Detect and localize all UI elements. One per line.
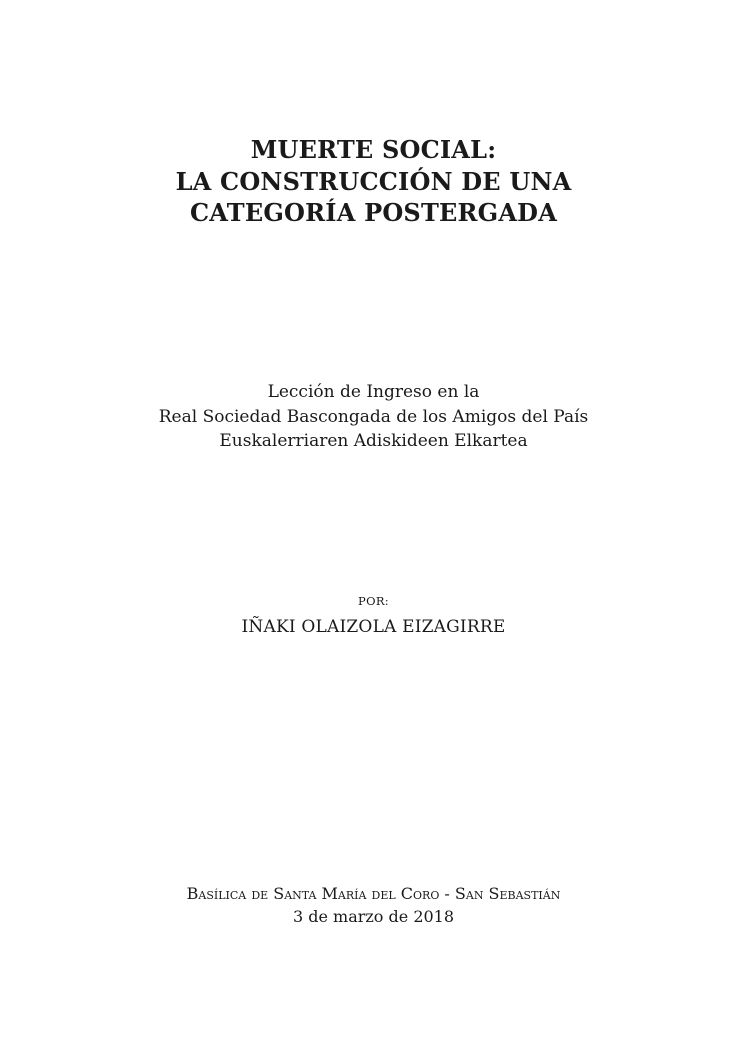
title-line-2: LA CONSTRUCCIÓN DE UNA	[175, 166, 572, 196]
venue-text: Basílica de Santa María del Coro - San Sebastián	[186, 884, 561, 903]
title-line-3: CATEGORÍA POSTERGADA	[189, 198, 558, 227]
lesson-line-1: Lección de Ingreso en la	[267, 382, 480, 402]
document-title	[0, 134, 747, 229]
lesson-line-3: Euskalerriaren Adiskideen Elkartea	[219, 431, 528, 451]
lesson-line-2: Real Sociedad Bascongada de los Amigos del País	[158, 406, 589, 427]
lesson-description	[0, 380, 747, 454]
author-name: IÑAKI OLAIZOLA EIZAGIRRE	[241, 617, 506, 637]
author-label: POR:	[358, 594, 389, 608]
title-line-1: MUERTE SOCIAL:	[250, 135, 497, 164]
date-text: 3 de marzo de 2018	[292, 907, 455, 926]
